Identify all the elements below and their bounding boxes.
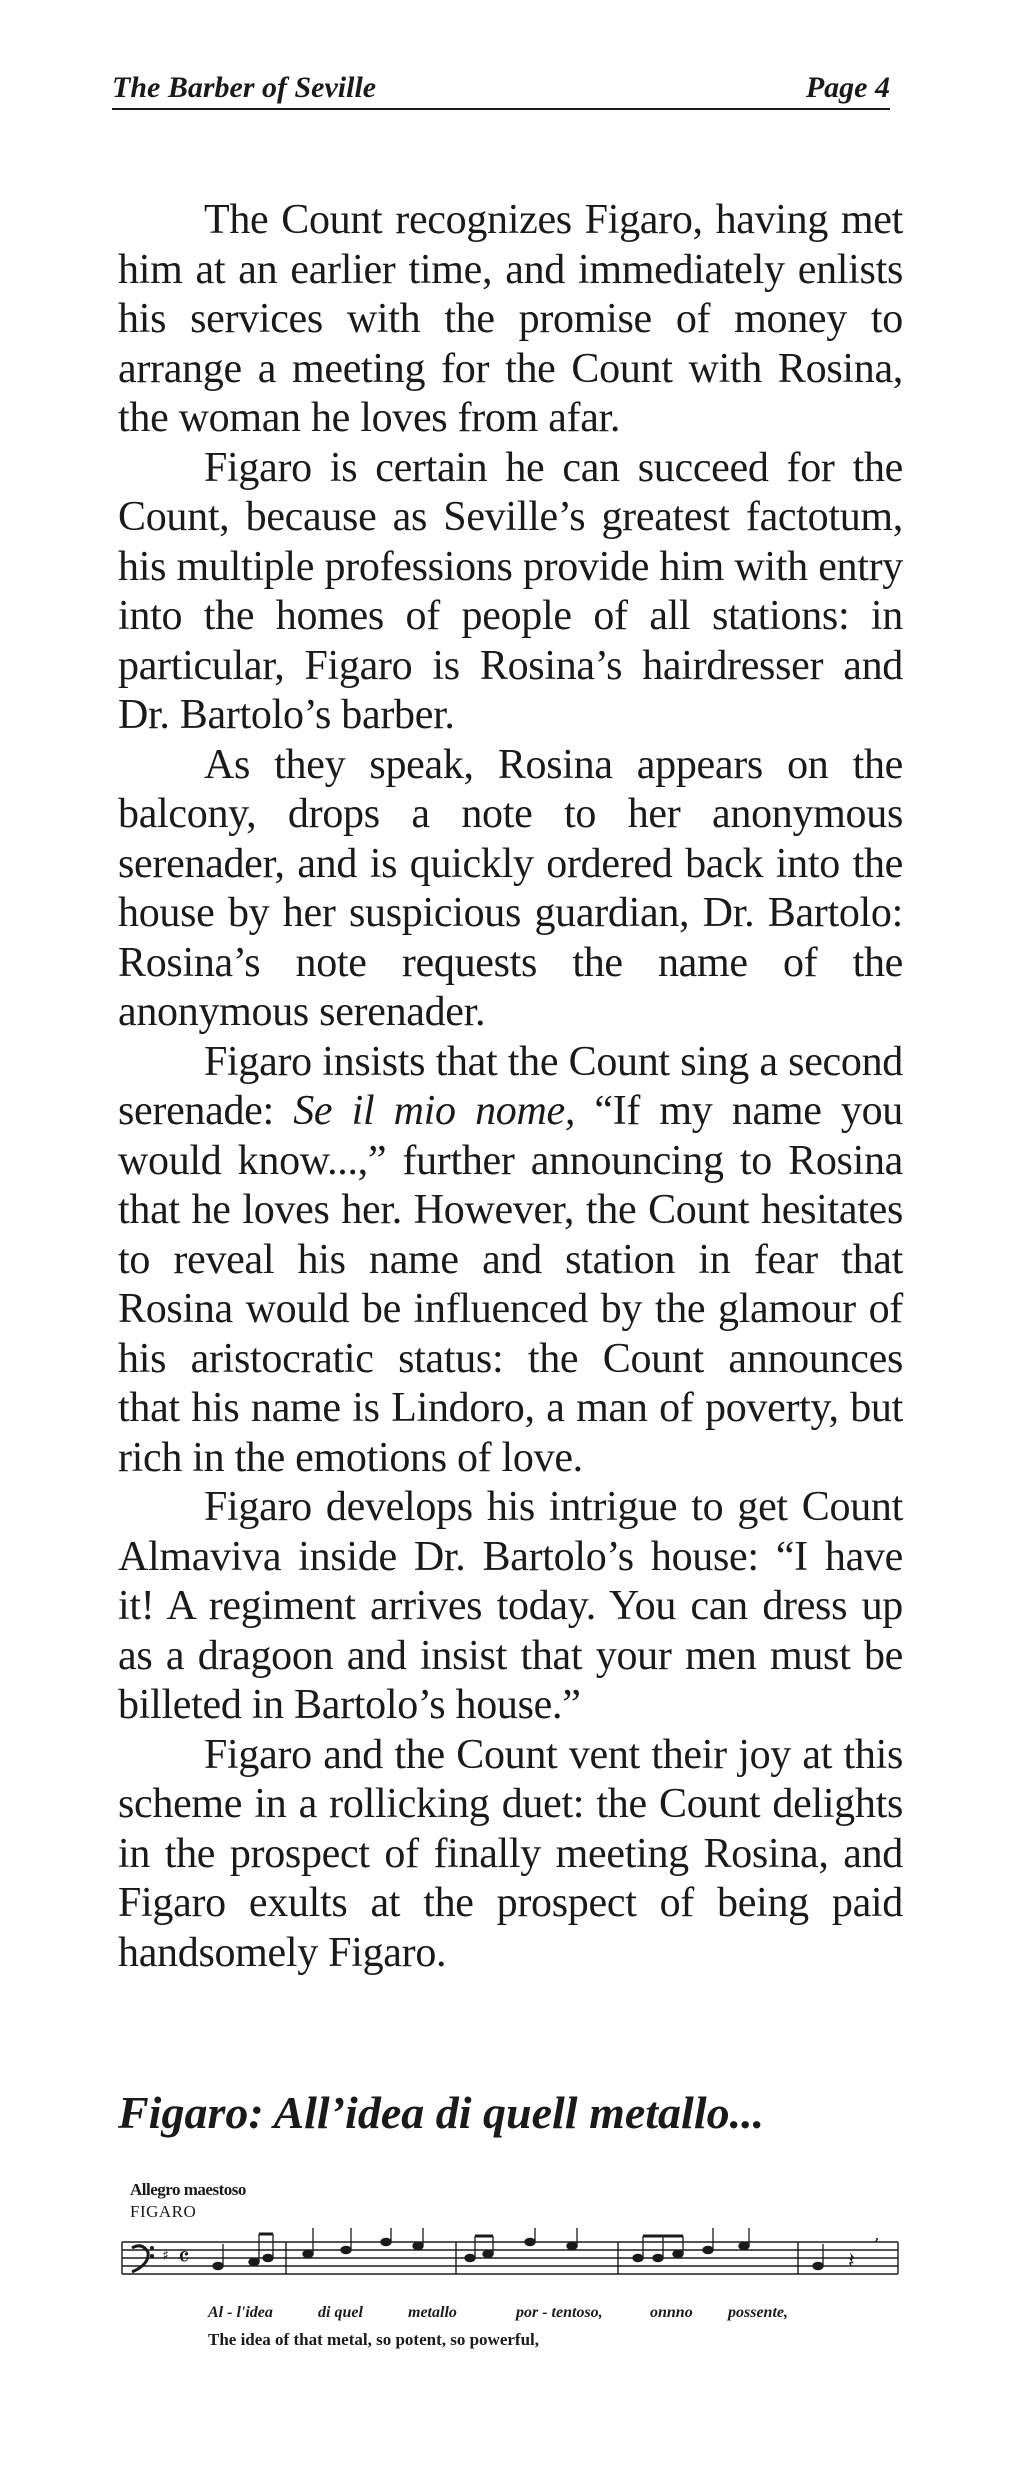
paragraph: The Count recognizes Figaro, having met him at an earlier time, and immediately enlists his services with the promise of money to arrange a meeting for the Count with Rosina, the woman he loves from afar.	[118, 197, 903, 441]
lyric-syllable: di quel	[318, 2304, 363, 2321]
music-notes	[213, 2228, 823, 2270]
paragraph-text: Figaro insists that the Count sing a second serenade:	[118, 1038, 903, 1134]
lyric-syllable: metallo	[408, 2304, 457, 2321]
breath-mark-icon: ,	[874, 2228, 880, 2245]
lyric-syllable: por - tentoso,	[516, 2304, 603, 2321]
lyric-syllable: onnno	[650, 2304, 693, 2321]
paragraph: Figaro is certain he can succeed for the Count, because as Seville’s greatest factotum, his multiple professions provide him with entry into the homes of people of all stations: in particular, Figaro is Rosina’s hairdresser and Dr. Bartolo’s barber.	[118, 444, 903, 738]
lyrics-translation: The idea of that metal, so potent, so powerful,	[208, 2330, 540, 2349]
paragraph: Figaro develops his intrigue to get Count Almaviva inside Dr. Bartolo’s house: “I have it! A regiment arrives today. You can dress up as a dragoon and insist that your men must be billeted in Bartolo’s house.”	[118, 1484, 903, 1728]
time-signature-icon: 𝄴	[178, 2243, 190, 2273]
paragraph: Figaro and the Count vent their joy at this scheme in a rollicking duet: the Count delights in the prospect of finally meeting Rosina, and Figaro exults at the prospect of being paid handsomely Figaro.	[118, 1731, 903, 1976]
running-header	[112, 72, 890, 110]
rest-icon: 𝄽	[848, 2249, 855, 2274]
lyric-syllable: possente,	[728, 2304, 788, 2321]
role-name: FIGARO	[130, 2202, 197, 2221]
header-title: The Barber of Seville	[112, 71, 377, 104]
body-text	[118, 196, 903, 1978]
section-title: Figaro: All’idea di quell metallo...	[118, 2087, 765, 2138]
paragraph: As they speak, Rosina appears on the balcony, drops a note to her anonymous serenader, and is quickly ordered back into the house by her suspicious guardian, Dr. Bartolo: Rosina’s note requests the name of the anonymous serenader.	[118, 741, 903, 1035]
aria-title: Se il mio nome,	[293, 1088, 576, 1134]
paragraph-text: “If my name you would know...,” further announcing to Rosina that he loves her. However, the Count hesitates to reveal his name and station in fear that Rosina would be influenced by the glamour of his aristocratic status: the Count announces that his name is Lindoro, a man of poverty, but rich in the emotions of love.	[118, 1088, 903, 1481]
sharp-icon: ♯	[162, 2248, 169, 2264]
music-excerpt	[118, 2180, 903, 2360]
lyric-syllable: Al - l'idea	[208, 2304, 273, 2321]
paragraph	[118, 1038, 903, 1484]
tempo-marking: Allegro maestoso	[130, 2180, 246, 2199]
page-number: Page 4	[805, 71, 890, 104]
music-staff	[118, 2228, 903, 2304]
